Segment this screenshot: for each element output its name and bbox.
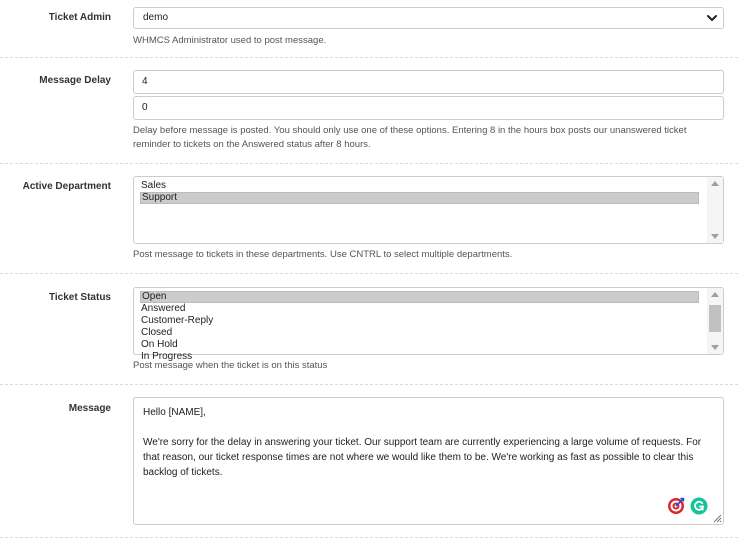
scroll-down-arrow-icon[interactable] — [711, 345, 719, 350]
section-separator — [0, 163, 738, 164]
message-delay-label: Message Delay — [39, 75, 111, 86]
scrollbar-thumb[interactable] — [709, 305, 721, 332]
status-option-on-hold[interactable]: On Hold — [141, 339, 178, 350]
department-option-sales[interactable]: Sales — [141, 180, 167, 191]
status-option-open[interactable]: Open — [140, 291, 699, 303]
ticket-admin-value: demo — [143, 12, 169, 23]
scroll-up-arrow-icon[interactable] — [711, 292, 719, 297]
message-textarea[interactable] — [133, 397, 724, 525]
section-separator — [0, 57, 738, 58]
status-option-in-progress[interactable]: In Progress — [141, 351, 193, 362]
section-separator — [0, 273, 738, 274]
ticket-status-listbox[interactable] — [133, 287, 724, 362]
delay-minutes-input[interactable] — [133, 96, 724, 120]
ticket-status-label: Ticket Status — [48, 292, 111, 303]
delay-minutes-value: 0 — [142, 102, 148, 113]
target-icon[interactable] — [667, 497, 685, 515]
active-department-label: Active Department — [22, 181, 111, 192]
section-separator — [0, 537, 738, 538]
ticket-status-help: Post message when the ticket is on this status — [133, 360, 328, 371]
delay-hours-value: 4 — [142, 76, 148, 87]
department-scrollbar[interactable] — [707, 177, 723, 243]
message-body: We're sorry for the delay in answering your ticket. Our support team are currently experiencing a large volume of requests. For that reason, our ticket response times are not where we would like them to be. We're working as fast as possible to clear this backlog of tickets. — [143, 437, 702, 478]
department-option-support[interactable]: Support — [140, 192, 699, 204]
ticket-admin-help: WHMCS Administrator used to post message. — [133, 35, 327, 46]
message-greeting: Hello [NAME], — [143, 407, 206, 418]
message-delay-help: Delay before message is posted. You should only use one of these options. Entering 8 in the hours box posts our unanswered ticket reminder to tickets on the Answered status after 8 hours. — [133, 125, 687, 150]
message-label: Message — [68, 403, 111, 414]
chevron-down-icon — [705, 11, 719, 25]
delay-hours-input[interactable] — [133, 70, 724, 94]
status-option-customer-reply[interactable]: Customer-Reply — [141, 315, 214, 326]
active-department-help: Post message to tickets in these departments. Use CNTRL to select multiple departments. — [133, 249, 513, 260]
status-option-answered[interactable]: Answered — [141, 303, 186, 314]
section-separator — [0, 384, 738, 385]
status-option-closed[interactable]: Closed — [141, 327, 173, 338]
ticket-admin-select[interactable] — [133, 7, 724, 29]
resize-handle-icon[interactable] — [713, 514, 721, 522]
grammarly-icon[interactable] — [690, 497, 708, 515]
ticket-admin-label: Ticket Admin — [48, 12, 111, 23]
status-scrollbar[interactable] — [707, 288, 723, 354]
scroll-down-arrow-icon[interactable] — [711, 234, 719, 239]
scroll-up-arrow-icon[interactable] — [711, 181, 719, 186]
active-department-listbox[interactable] — [133, 176, 724, 244]
